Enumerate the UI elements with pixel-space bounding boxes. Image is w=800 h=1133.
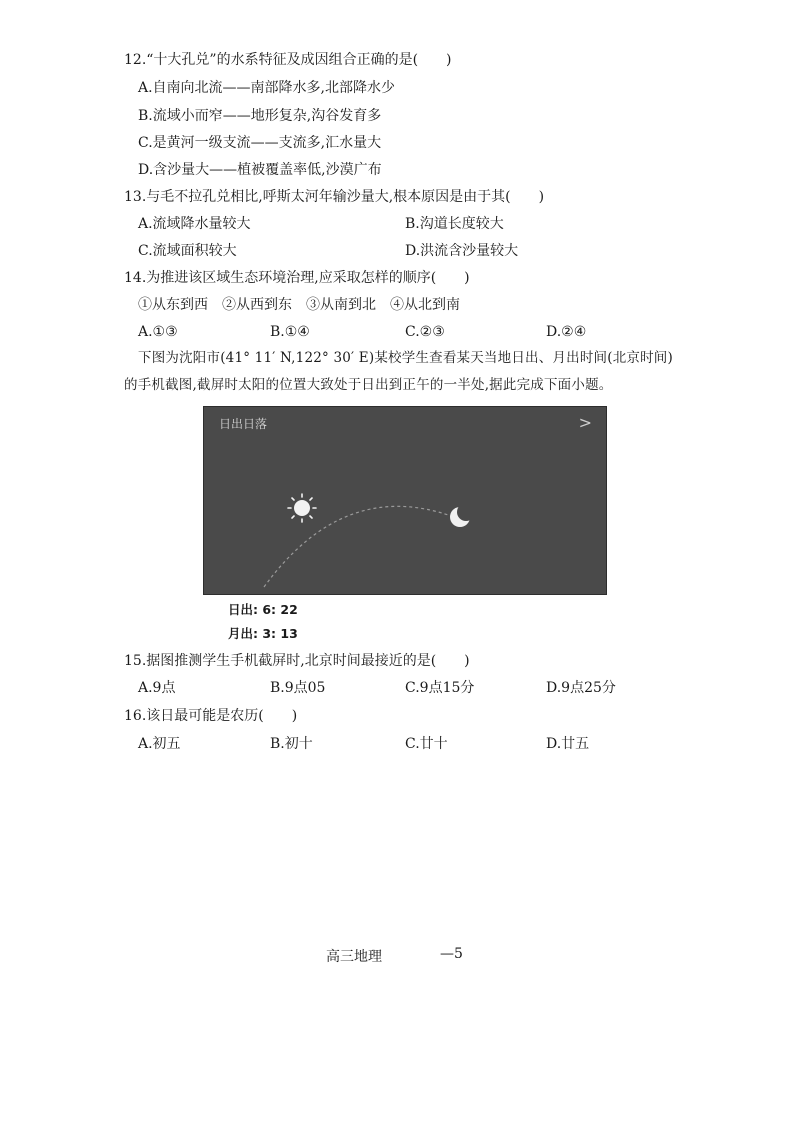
moon-icon — [450, 503, 475, 527]
footer-subject: 高三地理 — [326, 949, 382, 965]
question-14-stem: 14.为推进该区域生态环境治理,应采取怎样的顺序( ) — [124, 270, 470, 286]
question-15-option-d: D.9点25分 — [546, 680, 616, 696]
sun-moon-arc — [204, 407, 606, 594]
question-16-option-d: D.廿五 — [546, 736, 590, 752]
question-12-option-c: C.是黄河一级支流——支流多,汇水量大 — [138, 135, 382, 151]
sunrise-sunset-screenshot — [203, 406, 607, 595]
question-14-option-a: A.①③ — [138, 324, 178, 340]
screenshot-title: 日出日落 — [219, 417, 268, 431]
question-12-stem: 12.“十大孔兑”的水系特征及成因组合正确的是( ) — [124, 52, 452, 68]
sun-icon — [288, 494, 316, 522]
question-15-stem: 15.据图推测学生手机截屏时,北京时间最接近的是( ) — [124, 653, 470, 669]
chevron-right-icon: > — [578, 413, 592, 432]
question-13-stem: 13.与毛不拉孔兑相比,呼斯太河年输沙量大,根本原因是由于其( ) — [124, 189, 545, 205]
question-13-option-c: C.流域面积较大 — [138, 243, 237, 259]
question-14-option-d: D.②④ — [546, 324, 587, 340]
footer-page-number: —5 — [440, 946, 463, 962]
question-12-option-b: B.流域小而窄——地形复杂,沟谷发育多 — [138, 108, 382, 124]
question-13-option-a: A.流域降水量较大 — [138, 216, 251, 232]
question-14-option-c: C.②③ — [405, 324, 445, 340]
question-13-option-d: D.洪流含沙量较大 — [405, 243, 519, 259]
question-16-option-a: A.初五 — [138, 736, 181, 752]
sunrise-time: 日出: 6: 22 — [228, 602, 298, 617]
moonrise-time: 月出: 3: 13 — [228, 626, 298, 641]
question-15-option-a: A.9点 — [138, 680, 176, 696]
question-13-option-b: B.沟道长度较大 — [405, 216, 504, 232]
figure-intro: 下图为沈阳市(41° 11′ N,122° 30′ E)某校学生查看某天当地日出、月出时间(北京时间)的手机截图,截屏时太阳的位置大致处于日出到正午的一半处,据此完成下面小题。 — [124, 350, 673, 393]
question-12-option-a: A.自南向北流——南部降水多,北部降水少 — [138, 80, 396, 96]
question-12-option-d: D.含沙量大——植被覆盖率低,沙漠广布 — [138, 162, 382, 178]
question-14-items: ①从东到西 ②从西到东 ③从南到北 ④从北到南 — [138, 297, 460, 313]
question-15-option-b: B.9点05 — [270, 680, 326, 696]
question-16-option-c: C.廿十 — [405, 736, 448, 752]
question-16-stem: 16.该日最可能是农历( ) — [124, 708, 298, 724]
question-14-option-b: B.①④ — [270, 324, 310, 340]
question-15-option-c: C.9点15分 — [405, 680, 475, 696]
question-16-option-b: B.初十 — [270, 736, 313, 752]
